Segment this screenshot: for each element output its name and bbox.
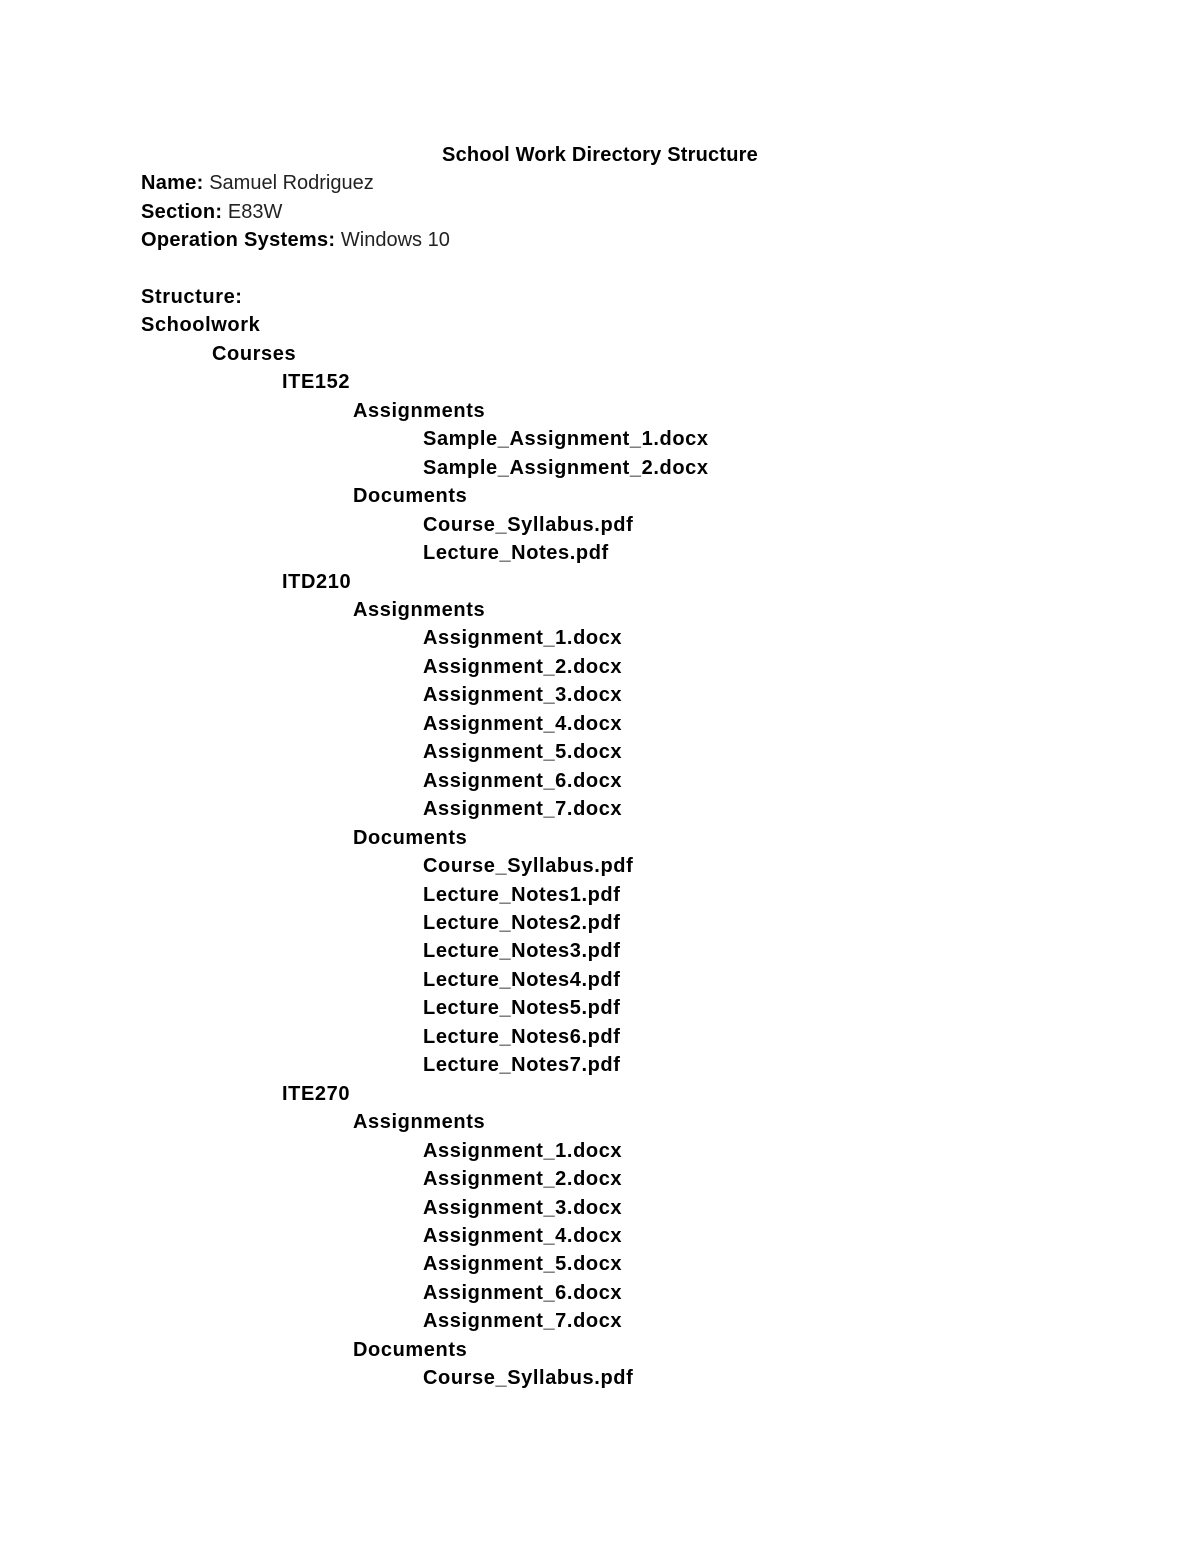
section-label: Section: [141, 200, 223, 223]
file-item: Lecture_Notes6.pdf [423, 1025, 621, 1048]
name-label: Name: [141, 172, 204, 194]
os-row [141, 226, 450, 255]
file-item: Lecture_Notes5.pdf [423, 997, 621, 1020]
file-item: Sample_Assignment_2.docx [423, 456, 709, 479]
directory-tree [141, 283, 709, 1393]
courses-folder: Courses [212, 342, 297, 365]
assignments-folder: Assignments [353, 598, 486, 621]
os-value: Windows 10 [340, 229, 450, 252]
student-info [141, 169, 450, 255]
course-folder: ITD210 [282, 570, 352, 593]
file-item: Lecture_Notes3.pdf [423, 940, 621, 963]
file-item: Course_Syllabus.pdf [423, 513, 634, 536]
file-item: Assignment_7.docx [423, 1310, 623, 1333]
file-item: Assignment_1.docx [423, 627, 623, 650]
course-folder: ITE270 [282, 1082, 351, 1105]
file-item: Assignment_1.docx [423, 1139, 623, 1162]
file-item: Assignment_3.docx [423, 684, 623, 707]
file-item: Assignment_6.docx [423, 1281, 623, 1304]
file-item: Assignment_3.docx [423, 1196, 623, 1219]
name-row [141, 169, 450, 198]
section-value: E83W [227, 200, 283, 223]
documents-folder: Documents [353, 485, 468, 508]
file-item: Course_Syllabus.pdf [423, 855, 634, 878]
name-value: Samuel Rodriguez [209, 172, 374, 194]
file-item: Assignment_2.docx [423, 655, 623, 678]
file-item: Assignment_4.docx [423, 1224, 623, 1247]
file-item: Lecture_Notes1.pdf [423, 883, 621, 906]
root-folder: Schoolwork [141, 314, 261, 337]
file-item: Assignment_5.docx [423, 741, 623, 764]
assignments-folder: Assignments [353, 1111, 486, 1134]
documents-folder: Documents [353, 826, 468, 849]
file-item: Course_Syllabus.pdf [423, 1367, 634, 1390]
file-item: Lecture_Notes.pdf [423, 542, 609, 565]
file-item: Sample_Assignment_1.docx [423, 428, 709, 451]
course-folder: ITE152 [282, 371, 351, 394]
file-item: Lecture_Notes2.pdf [423, 911, 621, 934]
documents-folder: Documents [353, 1338, 468, 1361]
assignments-folder: Assignments [353, 399, 486, 422]
file-item: Assignment_6.docx [423, 769, 623, 792]
structure-label: Structure: [141, 286, 243, 308]
section-row [141, 198, 450, 227]
file-item: Lecture_Notes4.pdf [423, 968, 621, 991]
courses-list [141, 368, 709, 1392]
file-item: Assignment_5.docx [423, 1253, 623, 1276]
file-item: Lecture_Notes7.pdf [423, 1054, 621, 1077]
page-title: School Work Directory Structure [442, 144, 758, 166]
file-item: Assignment_2.docx [423, 1168, 623, 1191]
file-item: Assignment_4.docx [423, 712, 623, 735]
os-label: Operation Systems: [141, 229, 336, 252]
file-item: Assignment_7.docx [423, 798, 623, 821]
